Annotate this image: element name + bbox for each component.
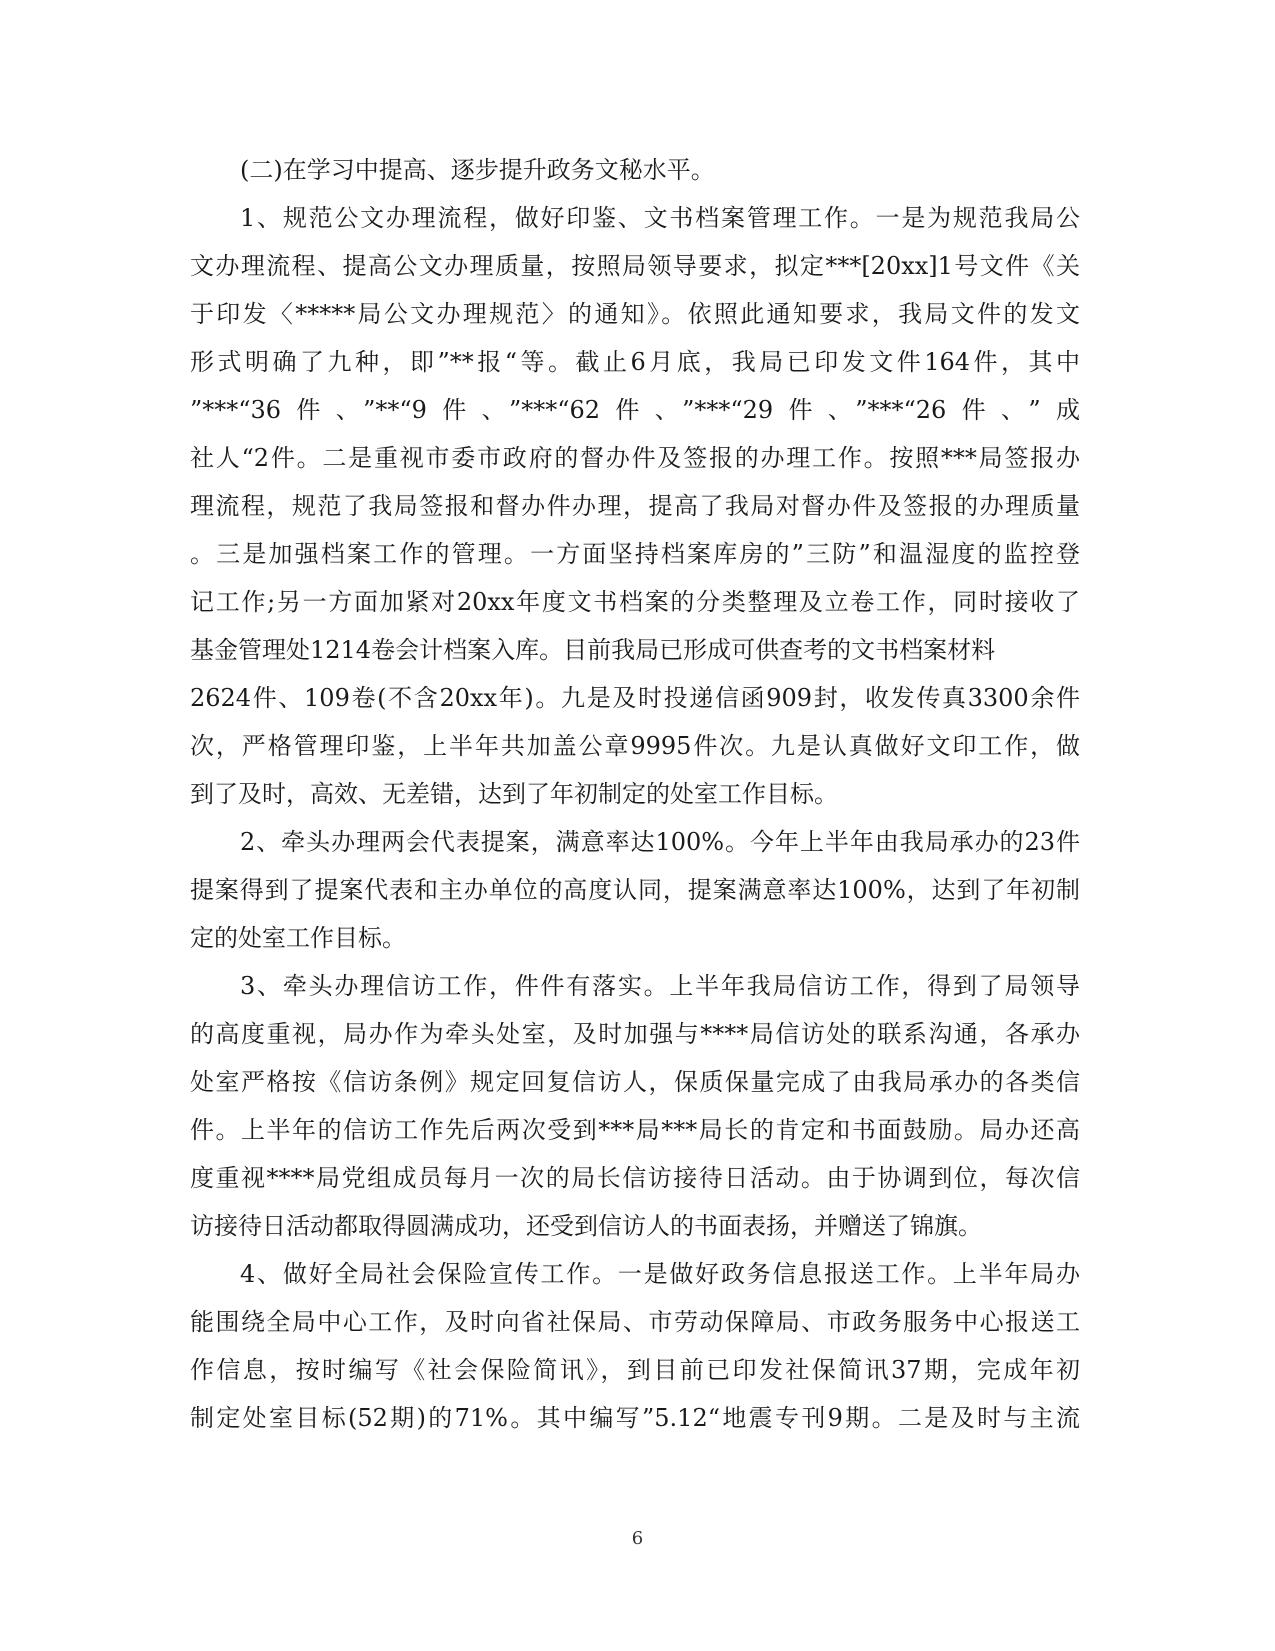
paragraph-4 bbox=[190, 1250, 1080, 1442]
paragraph-line: 3、牵头办理信访工作，件件有落实。上半年我局信访工作，得到了局领导 bbox=[240, 972, 1080, 1000]
paragraph-line: 度重视****局党组成员每月一次的局长信访接待日活动。由于协调到位，每次信 bbox=[190, 1164, 1080, 1192]
paragraph-line: 2、牵头办理两会代表提案，满意率达100%。今年上半年由我局承办的23件 bbox=[240, 828, 1080, 856]
paragraph-line: 作信息，按时编写《社会保险简讯》，到目前已印发社保简讯37期，完成年初 bbox=[190, 1356, 1080, 1384]
paragraph-line: 访接待日活动都取得圆满成功，还受到信访人的书面表扬，并赠送了锦旗。 bbox=[190, 1212, 982, 1240]
paragraph-line: 社人“2件。二是重视市委市政府的督办件及签报的办理工作。按照***局签报办 bbox=[190, 444, 1080, 472]
paragraph-line: 2624件、109卷(不含20xx年)。九是及时投递信函909封，收发传真3300余件 bbox=[190, 684, 1080, 712]
paragraph-3 bbox=[190, 962, 1080, 1250]
paragraph-line: 文办理流程、提高公文办理质量，按照局领导要求，拟定***[20xx]1号文件《关 bbox=[190, 252, 1080, 280]
paragraph-line: 形式明确了九种，即”**报“等。截止6月底，我局已印发文件164件，其中 bbox=[190, 348, 1080, 376]
paragraph-line: 于印发〈*****局公文办理规范〉的通知》。依照此通知要求，我局文件的发文 bbox=[190, 300, 1080, 328]
paragraph-line: 基金管理处1214卷会计档案入库。目前我局已形成可供查考的文书档案材料 bbox=[190, 636, 996, 664]
paragraph-line: 处室严格按《信访条例》规定回复信访人，保质保量完成了由我局承办的各类信 bbox=[190, 1068, 1080, 1096]
paragraph-line: 4、做好全局社会保险宣传工作。一是做好政务信息报送工作。上半年局办 bbox=[240, 1260, 1080, 1288]
paragraph-line: 1、规范公文办理流程，做好印鉴、文书档案管理工作。一是为规范我局公 bbox=[240, 204, 1080, 232]
document-body bbox=[190, 146, 1080, 1442]
paragraph-line: 提案得到了提案代表和主办单位的高度认同，提案满意率达100%，达到了年初制 bbox=[190, 876, 1080, 904]
paragraph-line: 件。上半年的信访工作先后两次受到***局***局长的肯定和书面鼓励。局办还高 bbox=[190, 1116, 1080, 1144]
paragraph-line: 的高度重视，局办作为牵头处室，及时加强与****局信访处的联系沟通，各承办 bbox=[190, 1020, 1080, 1048]
paragraph-line: 能围绕全局中心工作，及时向省社保局、市劳动保障局、市政务服务中心报送工 bbox=[190, 1308, 1080, 1336]
paragraph-2 bbox=[190, 818, 1080, 962]
paragraph-line: 理流程，规范了我局签报和督办件办理，提高了我局对督办件及签报的办理质量 bbox=[190, 492, 1080, 520]
paragraph-line: 次，严格管理印鉴，上半年共加盖公章9995件次。九是认真做好文印工作，做 bbox=[190, 732, 1080, 760]
paragraph-1 bbox=[190, 194, 1080, 818]
paragraph-line: 到了及时，高效、无差错，达到了年初制定的处室工作目标。 bbox=[190, 780, 838, 808]
paragraph-line: 定的处室工作目标。 bbox=[190, 924, 406, 952]
paragraph-line: 记工作;另一方面加紧对20xx年度文书档案的分类整理及立卷工作，同时接收了 bbox=[190, 588, 1080, 616]
page-number: 6 bbox=[631, 1528, 644, 1549]
paragraph-line: 制定处室目标(52期)的71%。其中编写”5.12“地震专刊9期。二是及时与主流 bbox=[190, 1404, 1080, 1432]
section-heading: (二)在学习中提高、逐步提升政务文秘水平。 bbox=[240, 156, 715, 184]
paragraph-line: ”***“36件、”**“9件、”***“62件、”***“29件、”***“26件、”成 bbox=[190, 396, 1080, 424]
paragraph-line: 。三是加强档案工作的管理。一方面坚持档案库房的”三防”和温湿度的监控登 bbox=[190, 540, 1080, 568]
